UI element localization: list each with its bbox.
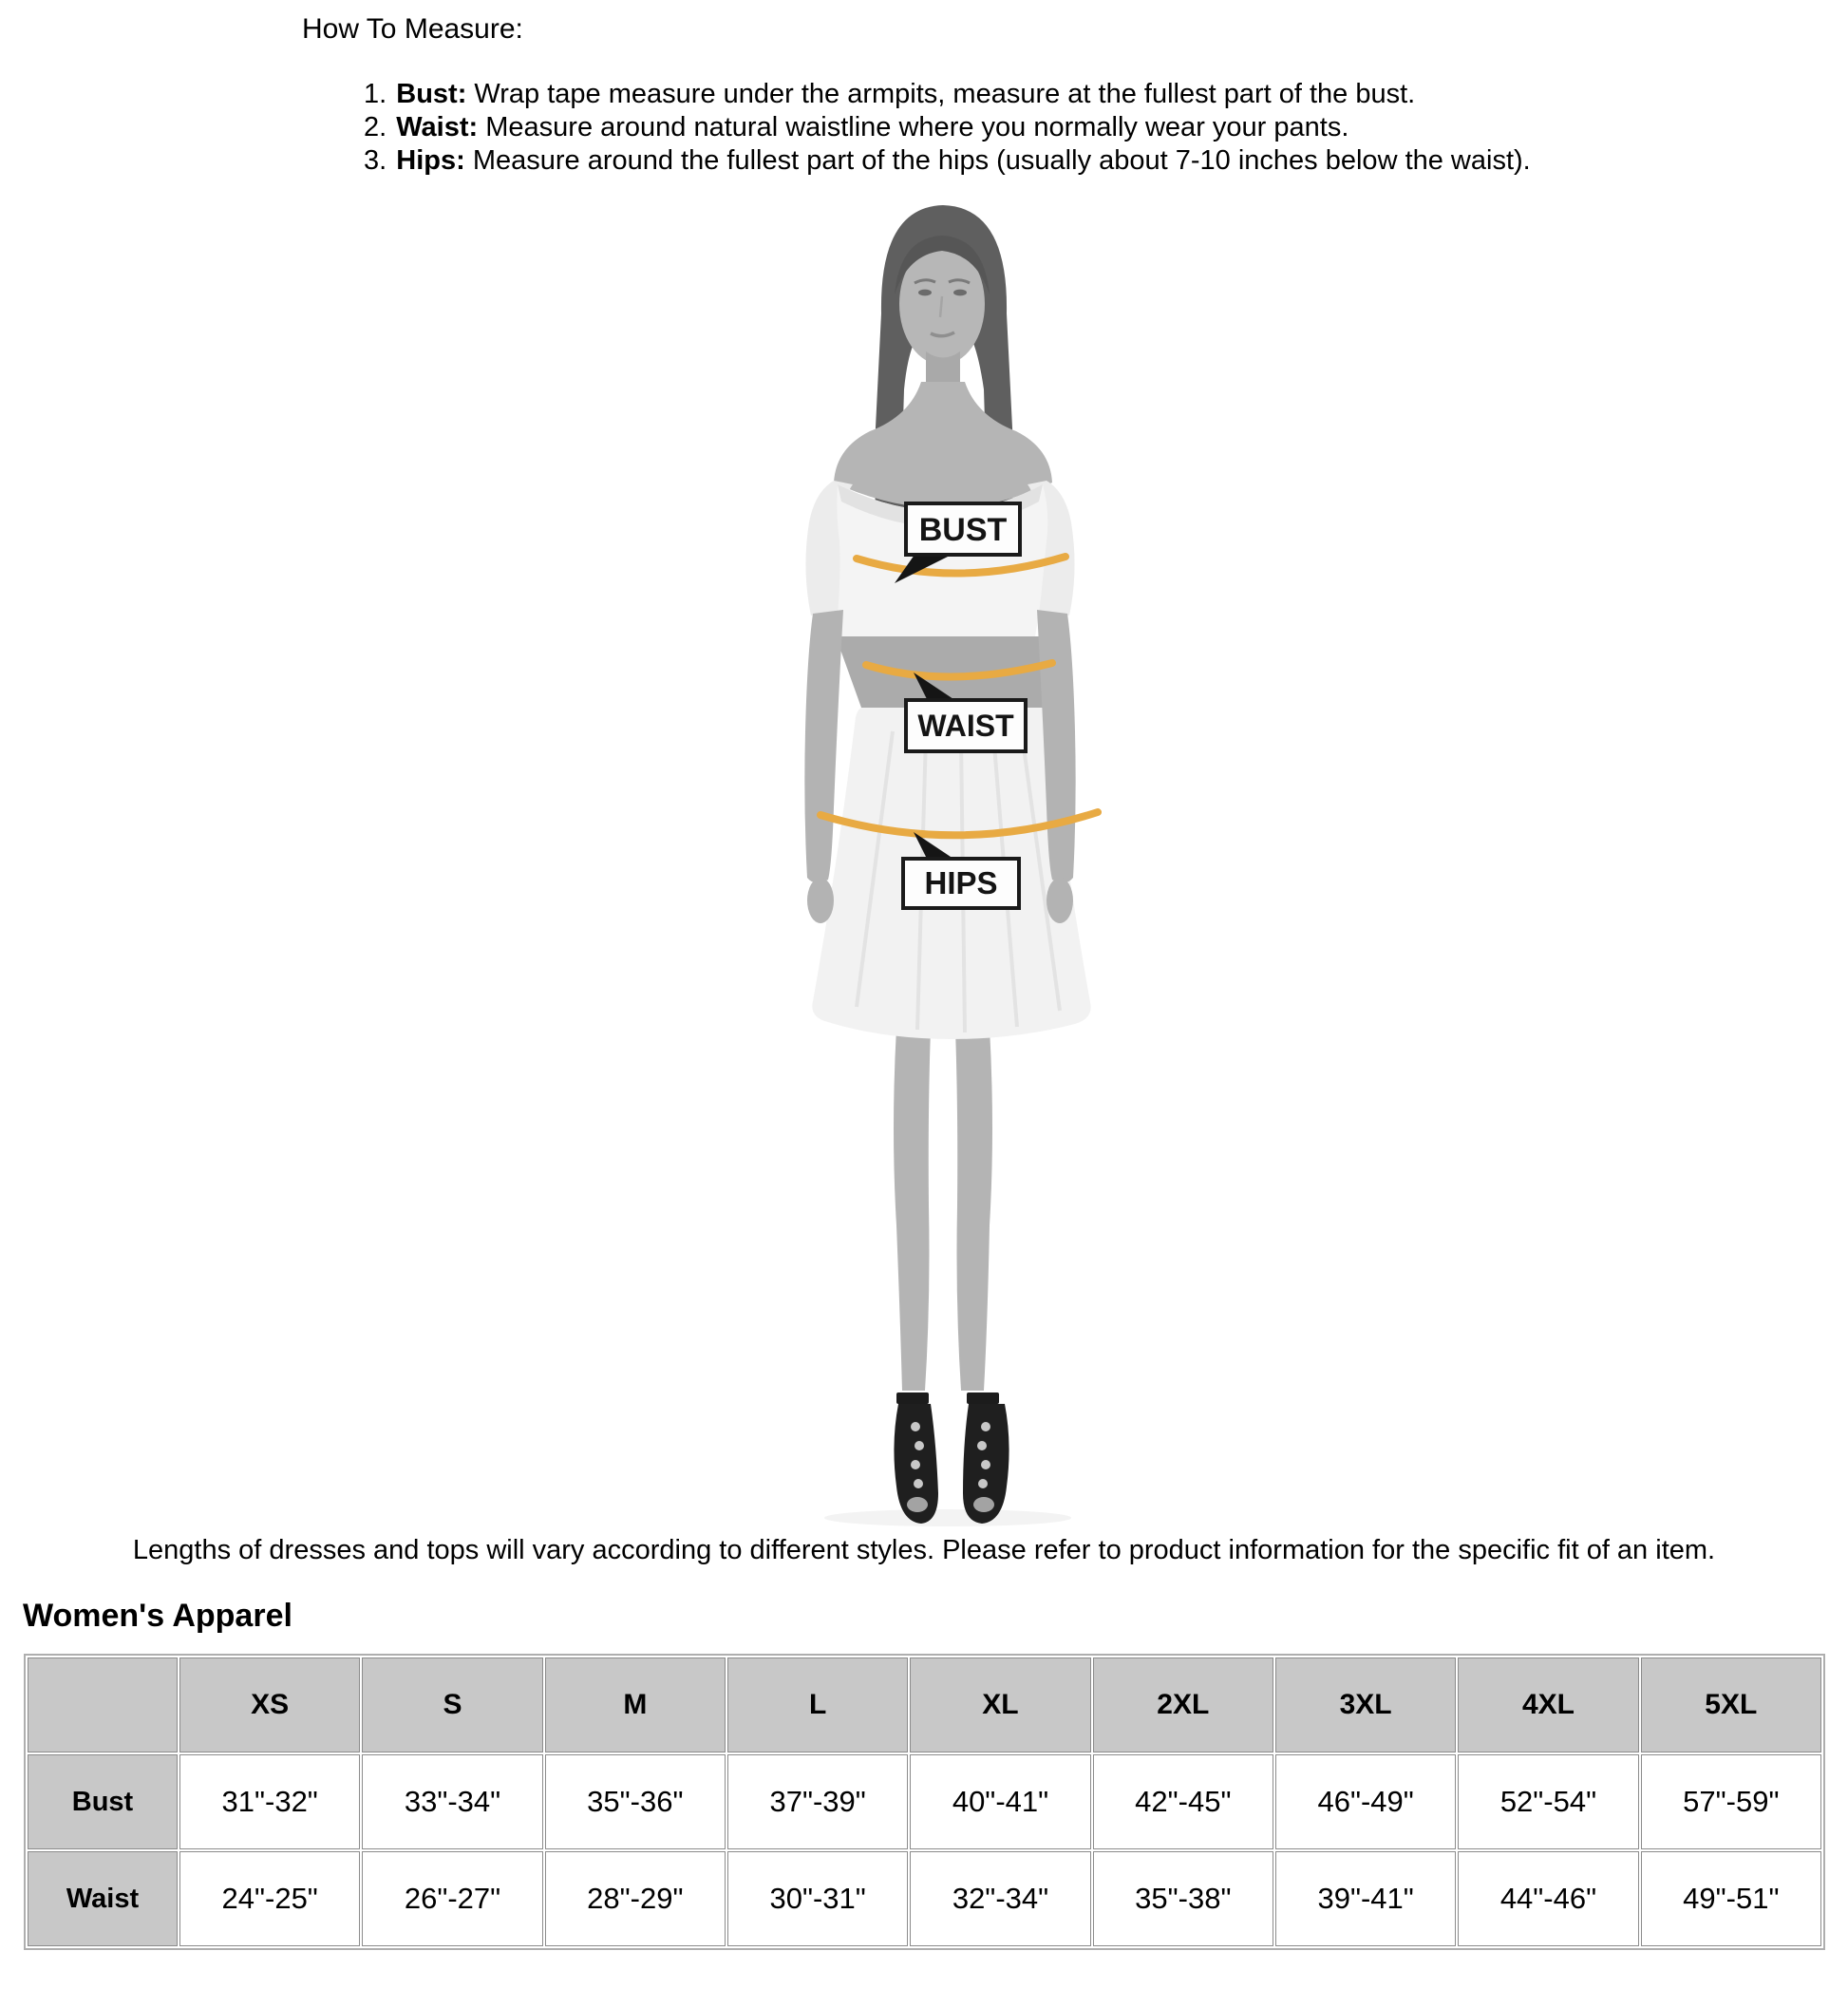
instruction-number: 1. bbox=[364, 79, 387, 109]
size-column-header: 5XL bbox=[1641, 1658, 1821, 1752]
instruction-number: 2. bbox=[364, 112, 387, 142]
measurement-figure bbox=[693, 199, 1187, 1529]
instruction-label: Bust: bbox=[396, 79, 467, 109]
eye-left bbox=[918, 290, 932, 296]
shoe-chain-left bbox=[911, 1460, 920, 1469]
table-cell: 26"-27" bbox=[362, 1851, 542, 1946]
hand-right bbox=[1047, 878, 1073, 923]
instruction-hips bbox=[364, 144, 1531, 178]
instruction-number: 3. bbox=[364, 145, 387, 176]
shoulders bbox=[834, 382, 1052, 508]
instruction-text: Measure around the fullest part of the hips (usually about 7-10 inches below the waist). bbox=[472, 145, 1531, 176]
ankle-strap-right bbox=[967, 1392, 999, 1404]
table-cell: 35"-38" bbox=[1093, 1851, 1273, 1946]
table-cell: 46"-49" bbox=[1275, 1754, 1456, 1849]
size-column-header: M bbox=[545, 1658, 726, 1752]
fit-note: Lengths of dresses and tops will vary according to different styles. Please refer to product information for the specific fit of an item. bbox=[132, 1535, 1716, 1565]
shoe-chain-right bbox=[978, 1479, 988, 1488]
ankle-strap-left bbox=[896, 1392, 929, 1404]
table-cell: 49"-51" bbox=[1641, 1851, 1821, 1946]
hand-left bbox=[807, 878, 834, 923]
row-header: Bust bbox=[28, 1754, 178, 1849]
table-cell: 39"-41" bbox=[1275, 1851, 1456, 1946]
table-cell: 24"-25" bbox=[179, 1851, 360, 1946]
table-header-row bbox=[28, 1658, 1821, 1752]
instruction-label: Waist: bbox=[396, 112, 479, 142]
table-cell: 44"-46" bbox=[1458, 1851, 1638, 1946]
table-cell: 35"-36" bbox=[545, 1754, 726, 1849]
table-cell: 37"-39" bbox=[727, 1754, 908, 1849]
peep-toe-right bbox=[973, 1497, 994, 1512]
shoe-chain-left bbox=[915, 1441, 924, 1450]
shoe-chain-left bbox=[914, 1479, 923, 1488]
table-cell: 52"-54" bbox=[1458, 1754, 1638, 1849]
forearm-left bbox=[804, 610, 843, 883]
peep-toe-left bbox=[907, 1497, 928, 1512]
shoe-chain-right bbox=[977, 1441, 987, 1450]
waist-label: WAIST bbox=[917, 709, 1014, 743]
bust-label: BUST bbox=[918, 512, 1008, 548]
size-column-header: L bbox=[727, 1658, 908, 1752]
size-chart bbox=[24, 1654, 1825, 1950]
womens-apparel-size-table bbox=[24, 1654, 1825, 1950]
corner-cell bbox=[28, 1658, 178, 1752]
table-cell: 57"-59" bbox=[1641, 1754, 1821, 1849]
table-row-bust bbox=[28, 1754, 1821, 1849]
size-column-header: XL bbox=[910, 1658, 1090, 1752]
table-row-waist bbox=[28, 1851, 1821, 1946]
eye-right bbox=[953, 290, 967, 296]
leg-left bbox=[894, 1028, 931, 1391]
shoe-chain-right bbox=[981, 1460, 990, 1469]
instruction-waist bbox=[364, 111, 1531, 144]
floor-shadow bbox=[824, 1509, 1071, 1526]
table-cell: 33"-34" bbox=[362, 1754, 542, 1849]
table-cell: 28"-29" bbox=[545, 1851, 726, 1946]
instruction-text: Measure around natural waistline where you normally wear your pants. bbox=[485, 112, 1349, 142]
hips-label: HIPS bbox=[924, 865, 998, 900]
size-column-header: 3XL bbox=[1275, 1658, 1456, 1752]
instruction-label: Hips: bbox=[396, 145, 465, 176]
table-cell: 30"-31" bbox=[727, 1851, 908, 1946]
size-column-header: XS bbox=[179, 1658, 360, 1752]
measure-instructions bbox=[364, 78, 1531, 178]
size-column-header: S bbox=[362, 1658, 542, 1752]
instruction-bust bbox=[364, 78, 1531, 111]
size-column-header: 4XL bbox=[1458, 1658, 1638, 1752]
model-illustration bbox=[693, 199, 1187, 1529]
table-cell: 31"-32" bbox=[179, 1754, 360, 1849]
table-cell: 32"-34" bbox=[910, 1851, 1090, 1946]
page-title: How To Measure: bbox=[302, 13, 523, 45]
shoe-chain-right bbox=[981, 1422, 990, 1431]
leg-right bbox=[955, 1028, 992, 1391]
shoe-chain-left bbox=[911, 1422, 920, 1431]
size-column-header: 2XL bbox=[1093, 1658, 1273, 1752]
table-cell: 42"-45" bbox=[1093, 1754, 1273, 1849]
table-cell: 40"-41" bbox=[910, 1754, 1090, 1849]
instruction-text: Wrap tape measure under the armpits, measure at the fullest part of the bust. bbox=[474, 79, 1416, 109]
section-title: Women's Apparel bbox=[23, 1598, 292, 1634]
row-header: Waist bbox=[28, 1851, 178, 1946]
